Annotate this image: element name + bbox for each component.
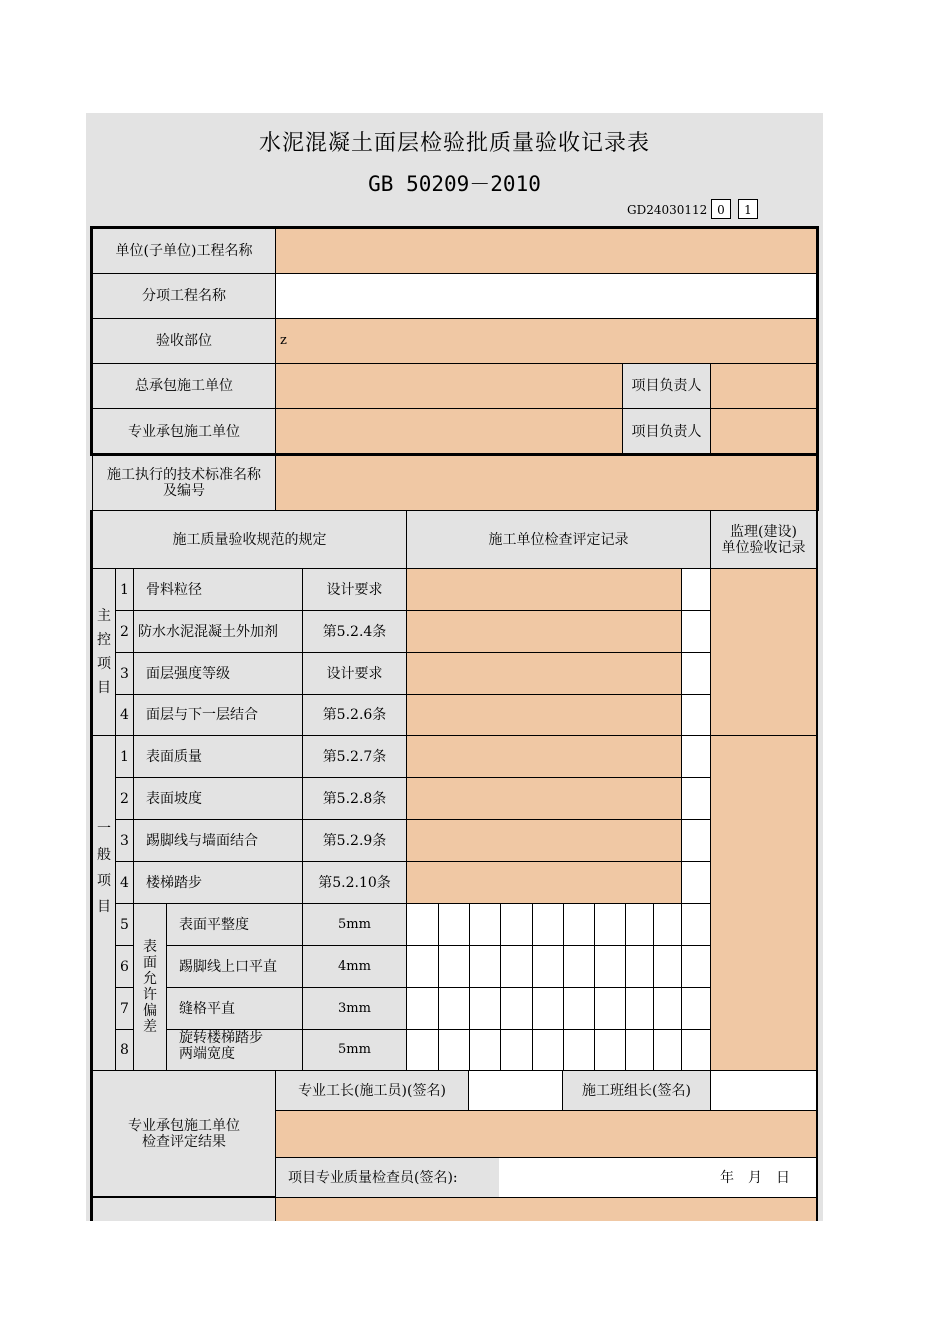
supervisor-header-line1: 监理(建设) — [730, 523, 797, 540]
result-label — [92, 1070, 276, 1197]
main-item-req: 设计要求 — [302, 652, 407, 695]
general-item-name: 楼梯踏步 — [133, 861, 303, 904]
measurement-cell[interactable] — [500, 903, 533, 946]
main-item-extra-cell[interactable] — [681, 694, 711, 736]
tolerance-group-label — [133, 903, 167, 1071]
measurement-cell[interactable] — [406, 1029, 439, 1072]
general-label-char: 一 — [97, 821, 111, 837]
tolerance-item-name: 缝格平直 — [166, 987, 303, 1030]
main-item-extra-cell[interactable] — [681, 652, 711, 695]
tolerance-label-char: 差 — [143, 1019, 157, 1035]
measurement-cell[interactable] — [681, 1029, 712, 1072]
team-leader-signature-field[interactable] — [710, 1070, 817, 1111]
inspector-label: 项目专业质量检查员(签名): — [275, 1157, 500, 1198]
measurement-cell[interactable] — [681, 945, 712, 988]
standard-code: GB 50209－2010 — [368, 172, 541, 196]
tolerance-label-char: 面 — [143, 955, 157, 971]
measurement-cell[interactable] — [469, 1029, 501, 1072]
main-item-req: 第5.2.6条 — [302, 694, 407, 736]
unit-project-field[interactable] — [275, 228, 817, 274]
tolerance-name-line1: 旋转楼梯踏步 — [179, 1030, 263, 1046]
tolerance-label-char: 许 — [143, 987, 157, 1003]
standard-name-label-line2: 及编号 — [163, 482, 205, 499]
main-item-no: 4 — [115, 694, 134, 736]
general-label-char: 目 — [97, 899, 111, 915]
main-label-char: 主 — [97, 608, 111, 624]
general-item-check-field[interactable] — [406, 861, 682, 904]
general-contractor-label: 总承包施工单位 — [92, 363, 276, 409]
main-item-no: 2 — [115, 610, 134, 653]
measurement-cell[interactable] — [532, 903, 564, 946]
tolerance-label-char: 表 — [143, 939, 157, 955]
tolerance-item-name: 踢脚线上口平直 — [166, 945, 303, 988]
general-contractor-field[interactable] — [275, 363, 623, 409]
main-label-char: 控 — [97, 632, 111, 648]
general-item-req: 第5.2.9条 — [302, 819, 407, 862]
general-item-extra-cell[interactable] — [681, 777, 711, 820]
tolerance-item-no: 5 — [115, 903, 134, 946]
tolerance-item-req: 3mm — [302, 987, 407, 1030]
inspection-part-field[interactable]: z — [275, 318, 817, 364]
inspection-part-label: 验收部位 — [92, 318, 276, 364]
measurement-cell[interactable] — [653, 1029, 682, 1072]
sub-project-field[interactable] — [275, 273, 817, 319]
measurement-cell[interactable] — [563, 1029, 595, 1072]
foreman-label: 专业工长(施工员)(签名) — [275, 1070, 469, 1111]
general-label-char: 项 — [97, 873, 111, 889]
code-box-2[interactable]: 1 — [738, 199, 758, 219]
measurement-cell[interactable] — [594, 903, 626, 946]
main-item-name: 面层强度等级 — [133, 652, 303, 695]
measurement-cell[interactable] — [625, 987, 654, 1030]
general-item-no: 4 — [115, 861, 134, 904]
measurement-cell[interactable] — [594, 987, 626, 1030]
specialty-contractor-label: 专业承包施工单位 — [92, 408, 276, 455]
project-manager-label-1: 项目负责人 — [622, 363, 711, 409]
tolerance-label-char: 偏 — [143, 1003, 157, 1019]
measurement-cell[interactable] — [653, 945, 682, 988]
measurement-cell[interactable] — [681, 903, 712, 946]
main-control-group-label — [92, 568, 116, 736]
measurement-cell[interactable] — [469, 903, 501, 946]
general-item-name: 表面质量 — [133, 735, 303, 778]
standard-name-field[interactable] — [275, 454, 819, 511]
tolerance-item-name: 表面平整度 — [166, 903, 303, 946]
general-item-extra-cell[interactable] — [681, 819, 711, 862]
measurement-cell[interactable] — [594, 1029, 626, 1072]
measurement-cell[interactable] — [625, 1029, 654, 1072]
form-code: GD24030112 — [627, 203, 708, 217]
measurement-cell[interactable] — [469, 987, 501, 1030]
supervisor-column-header — [710, 510, 817, 569]
tolerance-item-req: 5mm — [302, 1029, 407, 1071]
sub-project-label: 分项工程名称 — [92, 273, 276, 319]
main-item-check-field[interactable] — [406, 568, 682, 611]
main-label-char: 目 — [97, 680, 111, 696]
main-item-name: 防水水泥混凝土外加剂 — [133, 610, 303, 653]
team-leader-label: 施工班组长(签名) — [562, 1070, 711, 1111]
measurement-cell[interactable] — [625, 903, 654, 946]
main-item-req: 第5.2.4条 — [302, 610, 407, 653]
supervisor-conclusion-field[interactable] — [275, 1197, 817, 1221]
measurement-cell[interactable] — [563, 945, 595, 988]
supervisor-conclusion-label — [92, 1197, 276, 1221]
main-item-check-field[interactable] — [406, 610, 682, 653]
general-item-no: 1 — [115, 735, 134, 778]
measurement-cell[interactable] — [406, 903, 439, 946]
measurement-cell[interactable] — [625, 945, 654, 988]
measurement-cell[interactable] — [500, 987, 533, 1030]
main-item-name: 骨料粒径 — [133, 568, 303, 611]
tolerance-item-no: 7 — [115, 987, 134, 1030]
measurement-cell[interactable] — [406, 945, 439, 988]
main-item-extra-cell[interactable] — [681, 568, 711, 611]
general-item-req: 第5.2.7条 — [302, 735, 407, 778]
measurement-cell[interactable] — [681, 987, 712, 1030]
main-item-check-field[interactable] — [406, 652, 682, 695]
general-supervisor-field[interactable] — [710, 735, 817, 1071]
main-label-char: 项 — [97, 656, 111, 672]
code-box-1[interactable]: 0 — [711, 199, 731, 219]
result-label-line1: 专业承包施工单位 — [128, 1117, 240, 1134]
tolerance-item-name — [166, 1029, 303, 1071]
measurement-cell[interactable] — [500, 945, 533, 988]
measurement-cell[interactable] — [438, 945, 470, 988]
measurement-cell[interactable] — [653, 903, 682, 946]
form-title: 水泥混凝土面层检验批质量验收记录表 — [258, 131, 650, 156]
measurement-cell[interactable] — [653, 987, 682, 1030]
tolerance-item-req: 4mm — [302, 945, 407, 988]
result-evaluation-field[interactable] — [275, 1110, 817, 1158]
spec-column-header: 施工质量验收规范的规定 — [92, 510, 407, 569]
general-item-extra-cell[interactable] — [681, 861, 711, 904]
general-item-check-field[interactable] — [406, 735, 682, 778]
measurement-cell[interactable] — [469, 945, 501, 988]
measurement-cell[interactable] — [563, 903, 595, 946]
foreman-signature-field[interactable] — [468, 1070, 563, 1111]
project-manager-field-1[interactable] — [710, 363, 817, 409]
project-manager-label-2: 项目负责人 — [622, 408, 711, 455]
general-item-name: 踢脚线与墙面结合 — [133, 819, 303, 862]
unit-project-label: 单位(子单位)工程名称 — [92, 228, 276, 274]
general-item-extra-cell[interactable] — [681, 735, 711, 778]
check-column-header: 施工单位检查评定记录 — [406, 510, 711, 569]
standard-name-label-line1: 施工执行的技术标准名称 — [107, 466, 261, 483]
measurement-cell[interactable] — [500, 1029, 533, 1072]
general-group-label — [92, 735, 116, 1071]
result-label-line2: 检查评定结果 — [142, 1133, 226, 1150]
measurement-cell[interactable] — [406, 987, 439, 1030]
project-manager-field-2[interactable] — [710, 408, 817, 455]
measurement-cell[interactable] — [438, 987, 470, 1030]
standard-name-label — [92, 454, 276, 511]
main-item-no: 1 — [115, 568, 134, 611]
measurement-cell[interactable] — [594, 945, 626, 988]
main-item-name: 面层与下一层结合 — [133, 694, 303, 736]
main-item-extra-cell[interactable] — [681, 610, 711, 653]
tolerance-name-line2: 两端宽度 — [179, 1046, 235, 1062]
tolerance-label-char: 允 — [143, 971, 157, 987]
tolerance-item-no: 6 — [115, 945, 134, 988]
general-item-req: 第5.2.10条 — [302, 861, 407, 904]
general-item-no: 3 — [115, 819, 134, 862]
main-supervisor-field[interactable] — [710, 568, 817, 736]
main-item-no: 3 — [115, 652, 134, 695]
tolerance-item-req: 5mm — [302, 903, 407, 946]
measurement-cell[interactable] — [438, 903, 470, 946]
specialty-contractor-field[interactable] — [275, 408, 623, 455]
supervisor-header-line2: 单位验收记录 — [721, 539, 806, 556]
measurement-cell[interactable] — [532, 945, 564, 988]
general-item-check-field[interactable] — [406, 777, 682, 820]
main-item-req: 设计要求 — [302, 568, 407, 611]
general-item-req: 第5.2.8条 — [302, 777, 407, 820]
inspector-signature-date[interactable]: 年 月 日 — [499, 1157, 817, 1198]
general-item-name: 表面坡度 — [133, 777, 303, 820]
measurement-cell[interactable] — [532, 987, 564, 1030]
general-label-char: 般 — [97, 847, 111, 863]
main-item-check-field[interactable] — [406, 694, 682, 736]
frame-right — [816, 454, 818, 1221]
measurement-cell[interactable] — [532, 1029, 564, 1072]
measurement-cell[interactable] — [563, 987, 595, 1030]
tolerance-item-no: 8 — [115, 1029, 134, 1071]
general-item-check-field[interactable] — [406, 819, 682, 862]
general-item-no: 2 — [115, 777, 134, 820]
measurement-cell[interactable] — [438, 1029, 470, 1072]
frame-left — [90, 510, 93, 1221]
